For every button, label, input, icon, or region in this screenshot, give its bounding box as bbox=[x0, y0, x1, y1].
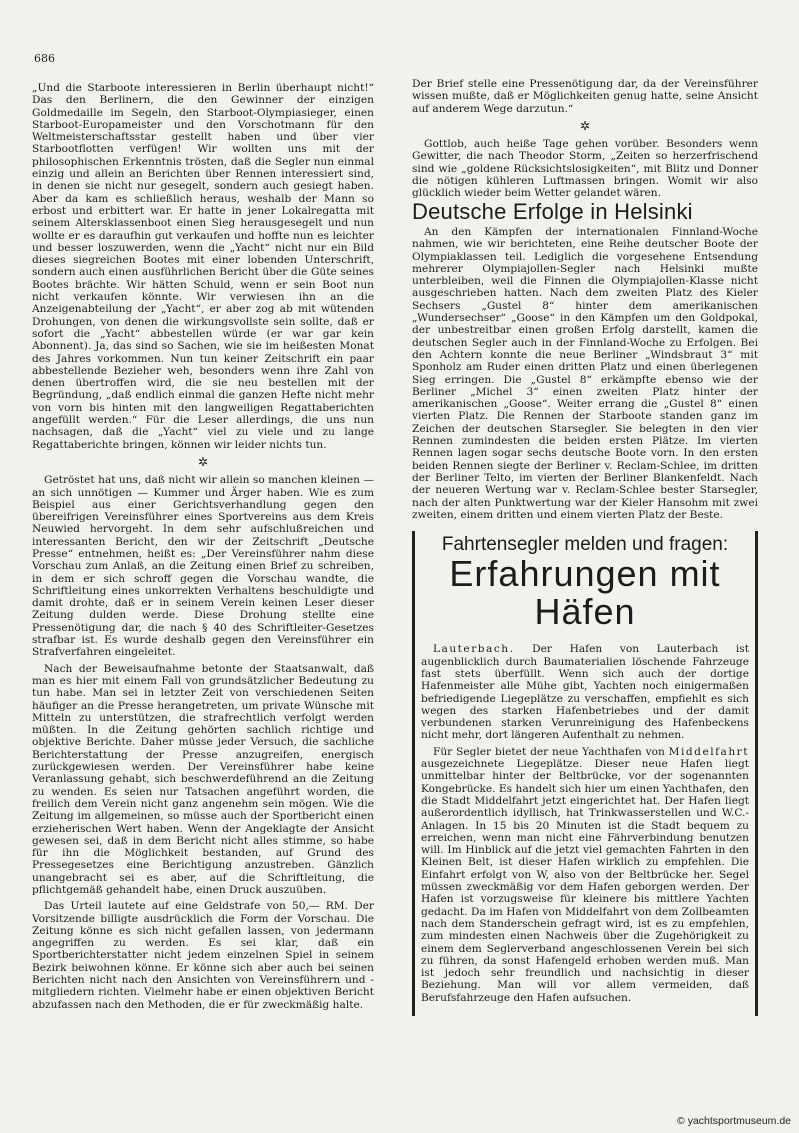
paragraph: Der Brief stelle eine Pressenötigung dar, da der Vereinsführer wissen mußte, daß er Möglichkeiten genug hatte, seine Ansicht auf anderem Wege darzutun.“ bbox=[412, 78, 758, 115]
paragraph: Gottlob, auch heiße Tage gehen vorüber. Besonders wenn Gewitter, die nach Theodor Storm, „Zeiten so herzerfrischend sind wie „goldene Rücksichtslosigkeiten“, mit Blitz und Donner die nötigen kühleren Luftmassen bringen. Womit wir also glücklich wieder beim Wetter gelandet wären. bbox=[412, 138, 758, 200]
paragraph: Lauterbach. Der Hafen von Lauterbach ist augenblicklich durch Baumaterialien löschende Fahrzeuge fast stets überfüllt. Wenn sich auch der dortige Hafenmeister alle Mühe gibt, Yachten noch einigermaßen befriedigende Liegeplätze zu verschaffen, empfiehlt es sich wegen des starken Hafenbetriebes und der damit verbundenen starken Verunreinigung des Hafenbeckens nicht mehr, dort längeren Aufenthalt zu nehmen. bbox=[421, 643, 750, 742]
haefen-box bbox=[412, 531, 758, 1016]
article-subheading: Fahrtensegler melden und fragen: bbox=[441, 534, 729, 556]
paragraph: Getröstet hat uns, daß nicht wir allein so manchen kleinen — an sich unnötigen — Kummer und Ärger haben. Wie es zum Beispiel aus einer Gerichtsverhandlung gegen den übereifrigen Vereinsführer eines Sportvereins aus dem Kreis Neuwied hervorgeht. In dem sehr aufschlußreichen und interessanten Bericht, den wir der Zeitschrift „Deutsche Presse“ entnehmen, heißt es: „Der Vereinsführer nahm diese Vorschau zum Anlaß, an die Zeitung einen Brief zu schreiben, in dem er sich schroff gegen die Vorschau wandte, die Schriftleitung eines unkorrekten Verhaltens beschuldigte und damit drohte, daß er in seinem Verein keinen Leser dieser Zeitung dulden werde. Diese Drohung stellte eine Pressenötigung dar, die nach § 40 des Schriftleiter-Gesetzes strafbar ist. Es wurde deshalb gegen den Vereinsführer ein Strafverfahren eingeleitet. bbox=[32, 474, 374, 659]
lead-word: Lauterbach. bbox=[433, 643, 515, 656]
paragraph: An den Kämpfen der internationalen Finnland-Woche nahmen, wie wir berichteten, eine Reihe deutscher Boote der Olympiaklassen teil. Lediglich die vorgesehene Entsendung mehrerer Olympiajollen-Segler nach Helsinki mußte unterbleiben, weil die Finnen die Olympiajollen-Klasse nicht ausgeschrieben hatten. Nach dem zweiten Platz des Kieler Sechsers „Gustel 8“ hinter dem amerikanischen „Wundersechser“ „Goose“ in den Kämpfen um den Goldpokal, der unbestreitbar einen großen Erfolg darstellt, kamen die deutschen Segler auch in der Finnland-Woche zu Erfolgen. Bei den Achtern konnte die neue Berliner „Windsbraut 3“ mit Sponholz am Ruder einen dritten Platz und einen überlegenen Sieg erringen. Die „Gustel 8“ erkämpfte ebenso wie der Berliner „Michel 3“ einen zweiten Platz hinter der amerikanischen „Goose“. Weiter errang die „Gustel 8“ einen vierten Platz. Die Rennen der Starboote standen ganz im Zeichen der deutschen Starsegler. Sie belegten in den vier Rennen zumindesten die beiden ersten Plätze. Im vierten Rennen lagen sogar sechs deutsche Boote vorn. In den ersten beiden Rennen siegte der Berliner v. Reclam-Schlee, im dritten der Berliner Telto, im vierten der Berliner Blankenfeldt. Nach der neueren Wertung war v. Reclam-Schlee bester Starsegler, nach der alten Punktwertung war der Kieler Hansohm mit zwei zweiten, einem dritten und einem vierten Platz der Beste. bbox=[412, 225, 758, 521]
page-number: 686 bbox=[34, 52, 55, 65]
article-heading: Erfahrungen mit Häfen bbox=[449, 553, 721, 633]
paragraph: Nach der Beweisaufnahme betonte der Staatsanwalt, daß man es hier mit einem Fall von grundsätzlicher Bedeutung zu tun habe. Man sei in letzter Zeit von verschiedenen Seiten häufiger an die Presse herangetreten, um private Wünsche mit Mitteln zu unterstützen, die strafrechtlich verfolgt werden müßten. In die Zeitung gehörten sachlich richtige und objektive Berichte. Daher müsse jeder Versuch, die sachliche Berichterstattung der Presse anzugreifen, energisch zurückgewiesen werden. Der Vereinsführer habe keine Veranlassung gehabt, sich beschwerdeführend an die Zeitung zu wenden. Es seien nur Tatsachen angeführt worden, die freilich dem Verein nicht ganz angenehm sein mögen. Wie die Zeitung im allgemeinen, so müsse auch der Sportbericht einen erzieherischen Wert haben. Wenn der Angeklagte der Ansicht gewesen sei, daß in dem Bericht nicht alles stimme, so habe für ihn die Möglichkeit bestanden, auf Grund des Pressegesetzes eine Berichtigung anzustreben. Gänzlich unangebracht sei es aber, auf die Schriftleitung, die pflichtgemäß gehandelt habe, einen Druck auszuüben. bbox=[32, 662, 374, 896]
left-column bbox=[32, 82, 374, 1015]
right-column bbox=[412, 78, 758, 1016]
separator-star-icon: ✲ bbox=[197, 454, 209, 469]
watermark: © yachtsportmuseum.de bbox=[677, 1115, 791, 1127]
separator-star-icon: ✲ bbox=[579, 118, 591, 133]
article-heading: Deutsche Erfolge in Helsinki bbox=[412, 198, 693, 224]
paragraph: Das Urteil lautete auf eine Geldstrafe von 50,— RM. Der Vorsitzende billigte ausdrücklich die Form der Vorschau. Die Zeitung könne es sich nicht gefallen lassen, von jedermann angegriffen zu werden. Es sei klar, daß ein Sportberichterstatter nicht jedem einzelnen Spiel in seinem Bezirk beiwohnen könne. Er könne sich aber auch bei seinen Berichten nicht nach den Ansichten von Vereinsführern und -mitgliedern richten. Vielmehr habe er einen objektiven Bericht abzufassen nach den Methoden, die er für zweckmäßig halte. bbox=[32, 900, 374, 1011]
paragraph: „Und die Starboote interessieren in Berlin überhaupt nicht!“ Das den Berlinern, die den Gewinner der einzigen Goldmedaille im Segeln, den Starboot-Olympiasieger, einen Starboot-Europameister und den Vorschotmann für den Weltmeisterschaftsstar gestellt haben und über vier Starbootflotten verfügen! Wir wollten uns mit der philosophischen Erkenntnis trösten, daß die Segler nun einmal einzig und allein an Berichten über Rennen interessiert sind, in denen sie nicht nur gesegelt, sondern auch gesiegt haben. Aber da kam es schließlich heraus, weshalb der Mann so erbost und erbittert war. Er hatte in jener Lokalregatta mit seinem Altersklassenboot einen Sieg herausgesegelt und nun wollte er es daraufhin gut verkaufen und hoffte nun es leichter und besser loszuwerden, wenn die „Yacht“ nicht nur ein Bild dieses siegreichen Bootes mit einer lobenden Unterschrift, sondern auch einen ausführlichen Bericht über die Güte seines Bootes brächte. Wir hätten Schuld, wenn er sein Boot nun nicht verkaufen könnte. Wir verwiesen ihn an die Anzeigenabteilung der „Yacht“, er aber zog ab mit wütenden Drohungen, von denen die wirkungsvollste sein sollte, daß er sofort die „Yacht“ abbestellen würde (er war gar kein Abonnent). Ja, das sind so Sachen, wie sie im heißesten Monat des Jahres vorkommen. Nun tun keiner Zeitschrift ein paar abbestellende Bezieher weh, besonders wenn ihre Zahl von denen übertroffen wird, die sie neu bestellen mit der Begründung, „daß endlich einmal die ganzen Hefte nicht mehr von vorn bis hinten mit den langweiligen Regattaberichten angefüllt werden.“ Für die Leser allerdings, die uns nun nachsagen, daß die „Yacht“ viel zu viele und zu lange Regattaberichte bringen, können wir leider nichts tun. bbox=[32, 82, 374, 451]
paragraph: Für Segler bietet der neue Yachthafen von Middelfahrt ausgezeichnete Liegeplätze. Dieser neue Hafen liegt unmittelbar hinter der Beltbrücke, vor der sogenannten Kongebrücke. Es handelt sich hier um einen Yachthafen, den die Stadt Middelfahrt jetzt eingerichtet hat. Der Hafen liegt außerordentlich idyllisch, hat Trinkwasserstellen und W.C.-Anlagen. In 15 bis 20 Minuten ist die Stadt bequem zu erreichen, wenn man nicht eine Fährverbindung benutzen will. Im Hinblick auf die jetzt viel gemachten Fahrten in den Kleinen Belt, ist dieser Hafen wirklich zu empfehlen. Die Einfahrt erfolgt von W, also von der Beltbrücke her. Segel müssen zweckmäßig vor dem Hafen geborgen werden. Der Hafen ist vorzugsweise für kleinere bis mittlere Yachten gedacht. Da im Hafen von Middelfahrt von dem Zollbeamten nach dem Standerschein gefragt wird, ist es zu empfehlen, zum mindesten einen Nachweis über die Zugehörigkeit zu einem dem Seglerverband angeschlossenen Verein bei sich zu führen, da sonst Hafengeld erhoben werden muß. Man ist jedoch sehr freundlich und nachsichtig in dieser Beziehung. Man will vor allem vermeiden, daß Berufsfahrzeuge den Hafen aufsuchen. bbox=[421, 745, 749, 1004]
